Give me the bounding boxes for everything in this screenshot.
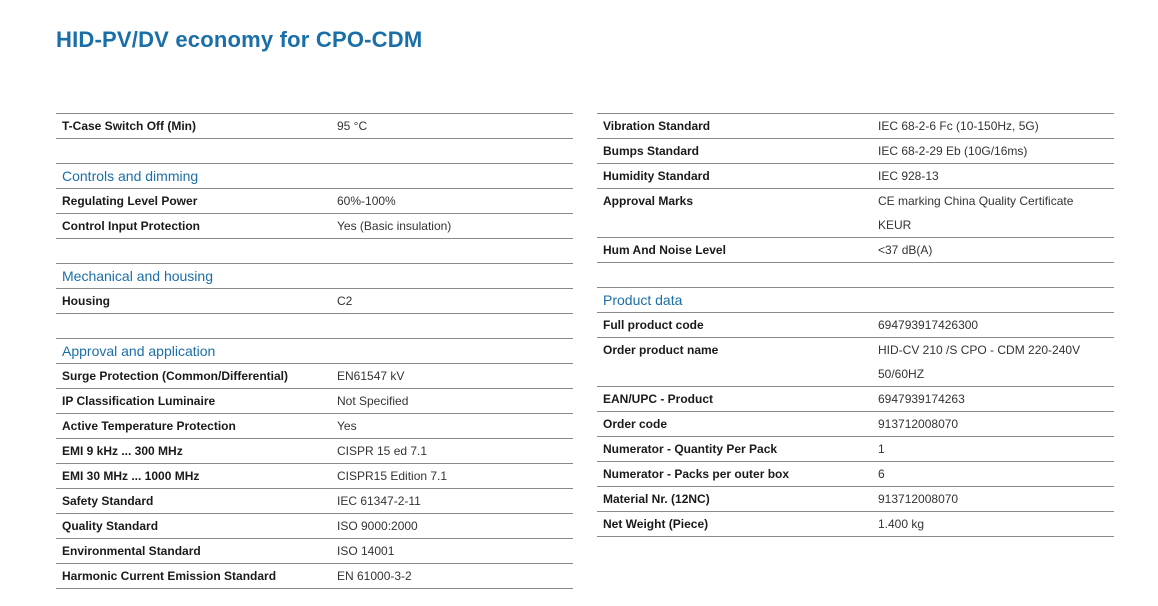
spec-row-ean-upc — [597, 387, 1114, 412]
spec-row-approval-marks — [597, 189, 1114, 238]
spec-label: Order code — [603, 417, 668, 431]
spec-value: 95 °C — [337, 119, 368, 133]
spec-label: Safety Standard — [62, 494, 154, 508]
spec-value: Not Specified — [337, 394, 409, 408]
spec-label: Harmonic Current Emission Standard — [62, 569, 277, 583]
spec-label: EAN/UPC - Product — [603, 392, 714, 406]
section-header-approval — [56, 339, 573, 364]
spec-label: Full product code — [603, 318, 704, 332]
section-header-controls — [56, 164, 573, 189]
section-title: Mechanical and housing — [62, 268, 213, 284]
spec-value-line: HID-CV 210 /S CPO - CDM 220-240V — [878, 343, 1081, 357]
spec-row-full-product-code — [597, 313, 1114, 338]
spec-row-packs-per-outer-box — [597, 462, 1114, 487]
spec-label: Active Temperature Protection — [62, 419, 236, 433]
spec-value: EN 61000-3-2 — [337, 569, 412, 583]
section-title: Approval and application — [62, 343, 216, 359]
section-header-mechanical — [56, 264, 573, 289]
spec-label: Net Weight (Piece) — [603, 517, 709, 531]
spec-value: CISPR 15 ed 7.1 — [337, 444, 428, 458]
section-title: Controls and dimming — [62, 168, 199, 184]
spec-label: EMI 9 kHz ... 300 MHz — [62, 444, 183, 458]
spec-label: Approval Marks — [603, 194, 694, 208]
spec-label: Material Nr. (12NC) — [603, 492, 710, 506]
spec-row-active-temperature-protection — [56, 414, 573, 439]
spec-label: Bumps Standard — [603, 144, 700, 158]
spec-value-line: 50/60HZ — [878, 367, 925, 381]
spec-label: EMI 30 MHz ... 1000 MHz — [62, 469, 200, 483]
spec-row-regulating-level-power — [56, 189, 573, 214]
spec-value-line: KEUR — [878, 218, 912, 232]
spec-value: Yes (Basic insulation) — [337, 219, 452, 233]
spec-label: Housing — [62, 294, 110, 308]
left-spec-table — [56, 113, 573, 589]
spec-value: 1 — [878, 442, 885, 456]
spec-row-order-product-name — [597, 338, 1114, 387]
spec-label: Control Input Protection — [62, 219, 200, 233]
spec-label: Order product name — [603, 343, 719, 357]
spec-row-order-code — [597, 412, 1114, 437]
spec-value: IEC 68-2-6 Fc (10-150Hz, 5G) — [878, 119, 1039, 133]
spec-value: 60%-100% — [337, 194, 396, 208]
spec-label: Surge Protection (Common/Differential) — [62, 369, 289, 383]
spec-value: 694793917426300 — [878, 318, 979, 332]
spec-value-line: CE marking China Quality Certificate — [878, 194, 1074, 208]
spacer-row — [56, 139, 573, 164]
spec-row-control-input-protection — [56, 214, 573, 239]
spec-row-environmental-standard — [56, 539, 573, 564]
spacer-row — [56, 239, 573, 264]
spec-row-emi-9khz — [56, 439, 573, 464]
spec-value: 6 — [878, 467, 885, 481]
spec-label: IP Classification Luminaire — [62, 394, 216, 408]
spec-label: T-Case Switch Off (Min) — [62, 119, 197, 133]
spec-row-safety-standard — [56, 489, 573, 514]
spec-value: 6947939174263 — [878, 392, 965, 406]
spec-row-material-nr — [597, 487, 1114, 512]
spec-row-net-weight — [597, 512, 1114, 537]
spec-value: CISPR15 Edition 7.1 — [337, 469, 448, 483]
spec-row-vibration-standard — [597, 114, 1114, 139]
spec-value: IEC 68-2-29 Eb (10G/16ms) — [878, 144, 1028, 158]
spec-value: 913712008070 — [878, 417, 959, 431]
spec-row-hum-noise-level — [597, 238, 1114, 263]
spec-row-housing — [56, 289, 573, 314]
spec-label: Numerator - Quantity Per Pack — [603, 442, 778, 456]
spec-value: IEC 61347-2-11 — [337, 494, 421, 508]
spec-value — [878, 338, 1114, 386]
spec-row-ip-classification — [56, 389, 573, 414]
spec-label: Vibration Standard — [603, 119, 711, 133]
spec-value: ISO 14001 — [337, 544, 395, 558]
spec-value: 1.400 kg — [878, 517, 925, 531]
spec-row-quantity-per-pack — [597, 437, 1114, 462]
spacer-row — [56, 314, 573, 339]
spec-row-emi-30mhz — [56, 464, 573, 489]
section-title: Product data — [603, 292, 683, 308]
spec-row-t-case-switch-off — [56, 114, 573, 139]
section-header-product-data — [597, 288, 1114, 313]
spec-row-quality-standard — [56, 514, 573, 539]
spec-value: <37 dB(A) — [878, 243, 933, 257]
right-spec-table — [597, 113, 1114, 537]
spacer-row — [597, 263, 1114, 288]
spec-label: Hum And Noise Level — [603, 243, 726, 257]
spec-value: ISO 9000:2000 — [337, 519, 418, 533]
spec-value — [878, 189, 1114, 237]
spec-row-surge-protection — [56, 364, 573, 389]
spec-label: Humidity Standard — [603, 169, 710, 183]
spec-value: Yes — [337, 419, 357, 433]
spec-value: C2 — [337, 294, 353, 308]
spec-row-harmonic-current — [56, 564, 573, 589]
page-title: HID-PV/DV economy for CPO-CDM — [56, 27, 423, 52]
spec-label: Regulating Level Power — [62, 194, 198, 208]
spec-value: IEC 928-13 — [878, 169, 939, 183]
spec-value: 913712008070 — [878, 492, 959, 506]
spec-label: Environmental Standard — [62, 544, 201, 558]
spec-value: EN61547 kV — [337, 369, 405, 383]
spec-label: Quality Standard — [62, 519, 159, 533]
spec-row-humidity-standard — [597, 164, 1114, 189]
spec-row-bumps-standard — [597, 139, 1114, 164]
spec-label: Numerator - Packs per outer box — [603, 467, 790, 481]
